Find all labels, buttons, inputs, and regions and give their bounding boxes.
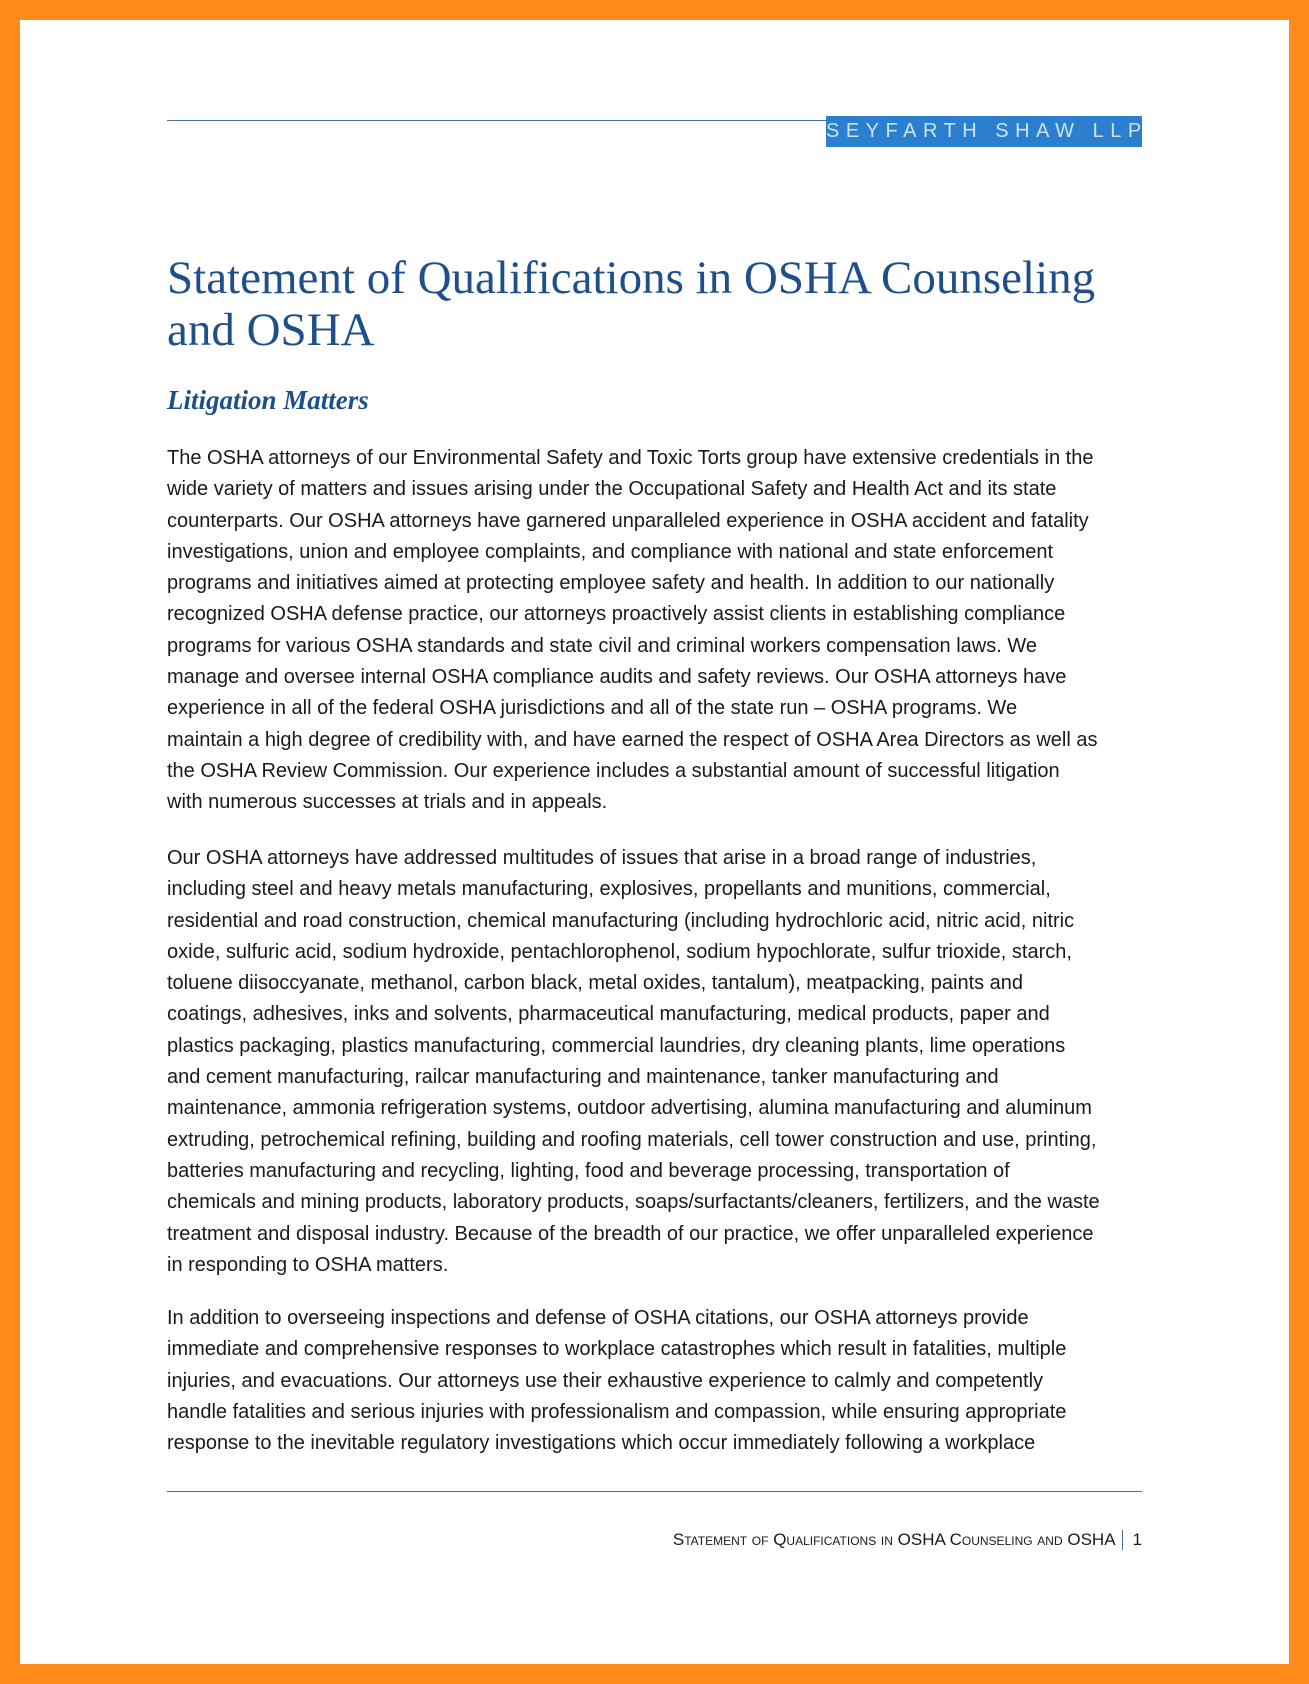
document-title: Statement of Qualifications in OSHA Counseling and OSHA [167, 252, 1096, 356]
body-paragraph: The OSHA attorneys of our Environmental Safety and Toxic Torts group have extensive credentials in the wide variety of matters and issues arising under the Occupational Safety and Health Act and its state counterparts. Our OSHA attorneys have garnered unparalleled experience in OSHA accident and fatality investigations, union and employee complaints, and compliance with national and state enforcement programs and initiatives aimed at protecting employee safety and health. In addition to our nationally recognized OSHA defense practice, our attorneys proactively assist clients in establishing compliance programs for various OSHA standards and state civil and criminal workers compensation laws. We manage and oversee internal OSHA compliance audits and safety reviews. Our OSHA attorneys have experience in all of the federal OSHA jurisdictions and all of the state run – OSHA programs. We maintain a high degree of credibility with, and have earned the respect of OSHA Area Directors as well as the OSHA Review Commission. Our experience includes a substantial amount of successful litigation with numerous successes at trials and in appeals. [167, 447, 1098, 814]
footer-rule [167, 1491, 1142, 1492]
body-paragraph: Our OSHA attorneys have addressed multitudes of issues that arise in a broad range of industries, including steel and heavy metals manufacturing, explosives, propellants and munitions, commercial, residential and road construction, chemical manufacturing (including hydrochloric acid, nitric acid, nitric oxide, sulfuric acid, sodium hydroxide, pentachlorophenol, sodium hypochlorate, sulfur trioxide, starch, toluene diisoccyanate, methanol, carbon black, metal oxides, tantalum), meatpacking, paints and coatings, adhesives, inks and solvents, pharmaceutical manufacturing, medical products, paper and plastics packaging, plastics manufacturing, commercial laundries, dry cleaning plants, lime operations and cement manufacturing, railcar manufacturing and maintenance, tanker manufacturing and maintenance, ammonia refrigeration systems, outdoor advertising, alumina manufacturing and aluminum extruding, petrochemical refining, building and roofing materials, cell tower construction and use, printing, batteries manufacturing and recycling, lighting, food and beverage processing, transportation of chemicals and mining products, laboratory products, soaps/surfactants/cleaners, fertilizers, and the waste treatment and disposal industry. Because of the breadth of our practice, we offer unparalleled experience in responding to OSHA matters. [167, 847, 1100, 1276]
footer-divider [1122, 1530, 1123, 1550]
page-number: 1 [1132, 1530, 1142, 1549]
header-rule [167, 120, 827, 121]
page-footer [673, 1530, 1142, 1550]
document-subtitle: Litigation Matters [167, 385, 369, 415]
body-paragraph: In addition to overseeing inspections and defense of OSHA citations, our OSHA attorneys provide immediate and comprehensive responses to workplace catastrophes which result in fatalities, multiple injuries, and evacuations. Our attorneys use their exhaustive experience to calmly and competently handle fatalities and serious injuries with professionalism and compassion, while ensuring appropriate response to the inevitable regulatory investigations which occur immediately following a workplace [167, 1307, 1067, 1455]
firm-name-banner: SEYFARTH SHAW LLP [826, 116, 1142, 147]
footer-running-title: Statement of Qualifications in OSHA Counseling and OSHA [672, 1530, 1116, 1549]
